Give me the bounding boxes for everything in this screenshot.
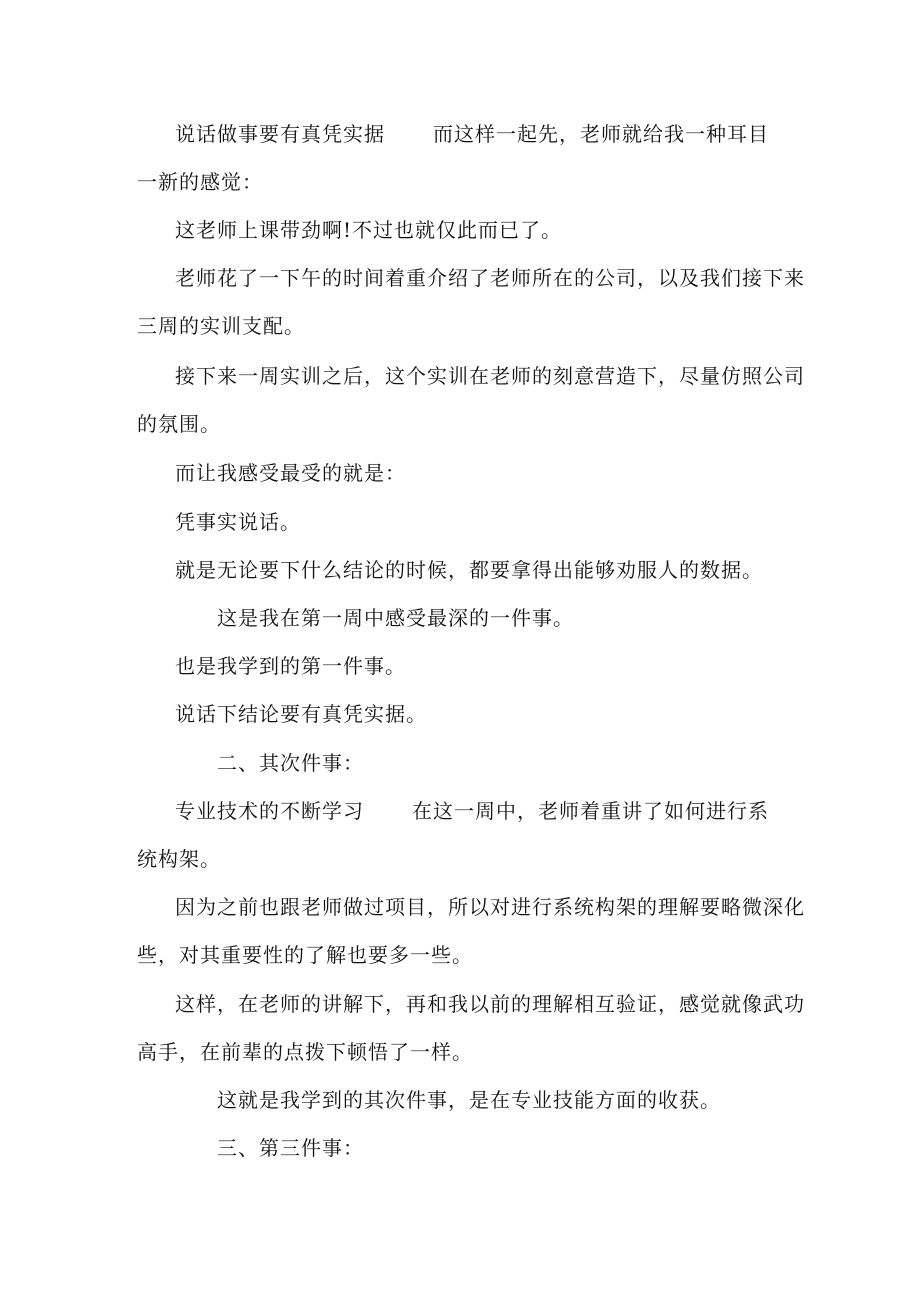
paragraph-line: 而让我感受最受的就是： [175,461,406,485]
section-heading: 二、其次件事： [217,751,364,775]
paragraph-line [175,122,769,146]
heading-fragment: 说话做事要有真凭实据 [175,122,385,146]
paragraph-line: 这老师上课带劲啊!不过也就仅此而已了。 [175,218,563,242]
paragraph-line: 统构架。 [137,847,221,871]
heading-fragment: 专业技术的不断学习 [175,799,364,823]
paragraph-line: 这样，在老师的讲解下，再和我以前的理解相互验证，感觉就像武功 [175,992,805,1016]
text-fragment: 而这样一起先，老师就给我一种耳目 [433,122,769,146]
paragraph-line: 高手，在前辈的点拨下顿悟了一样。 [137,1040,473,1064]
paragraph-line: 一新的感觉： [137,170,263,194]
paragraph-line: 因为之前也跟老师做过项目，所以对进行系统构架的理解要略微深化 [175,895,805,919]
paragraph-line: 这就是我学到的其次件事，是在专业技能方面的收获。 [217,1088,721,1112]
paragraph-line: 说话下结论要有真凭实据。 [175,702,427,726]
paragraph-line: 的氛围。 [137,412,221,436]
paragraph-line [175,799,769,823]
paragraph-line: 三周的实训支配。 [137,314,305,338]
paragraph-line: 也是我学到的第一件事。 [175,654,406,678]
paragraph-line: 些，对其重要性的了解也要多一些。 [137,943,473,967]
paragraph-line: 就是无论要下什么结论的时候，都要拿得出能够劝服人的数据。 [175,558,763,582]
paragraph-line: 接下来一周实训之后，这个实训在老师的刻意营造下，尽量仿照公司 [175,364,805,388]
text-fragment: 在这一周中，老师着重讲了如何进行系 [412,799,769,823]
paragraph-line: 凭事实说话。 [175,510,301,534]
paragraph-line: 这是我在第一周中感受最深的一件事。 [217,606,574,630]
paragraph-line: 老师花了一下午的时间着重介绍了老师所在的公司，以及我们接下来 [175,266,805,290]
section-heading: 三、第三件事： [217,1136,364,1160]
